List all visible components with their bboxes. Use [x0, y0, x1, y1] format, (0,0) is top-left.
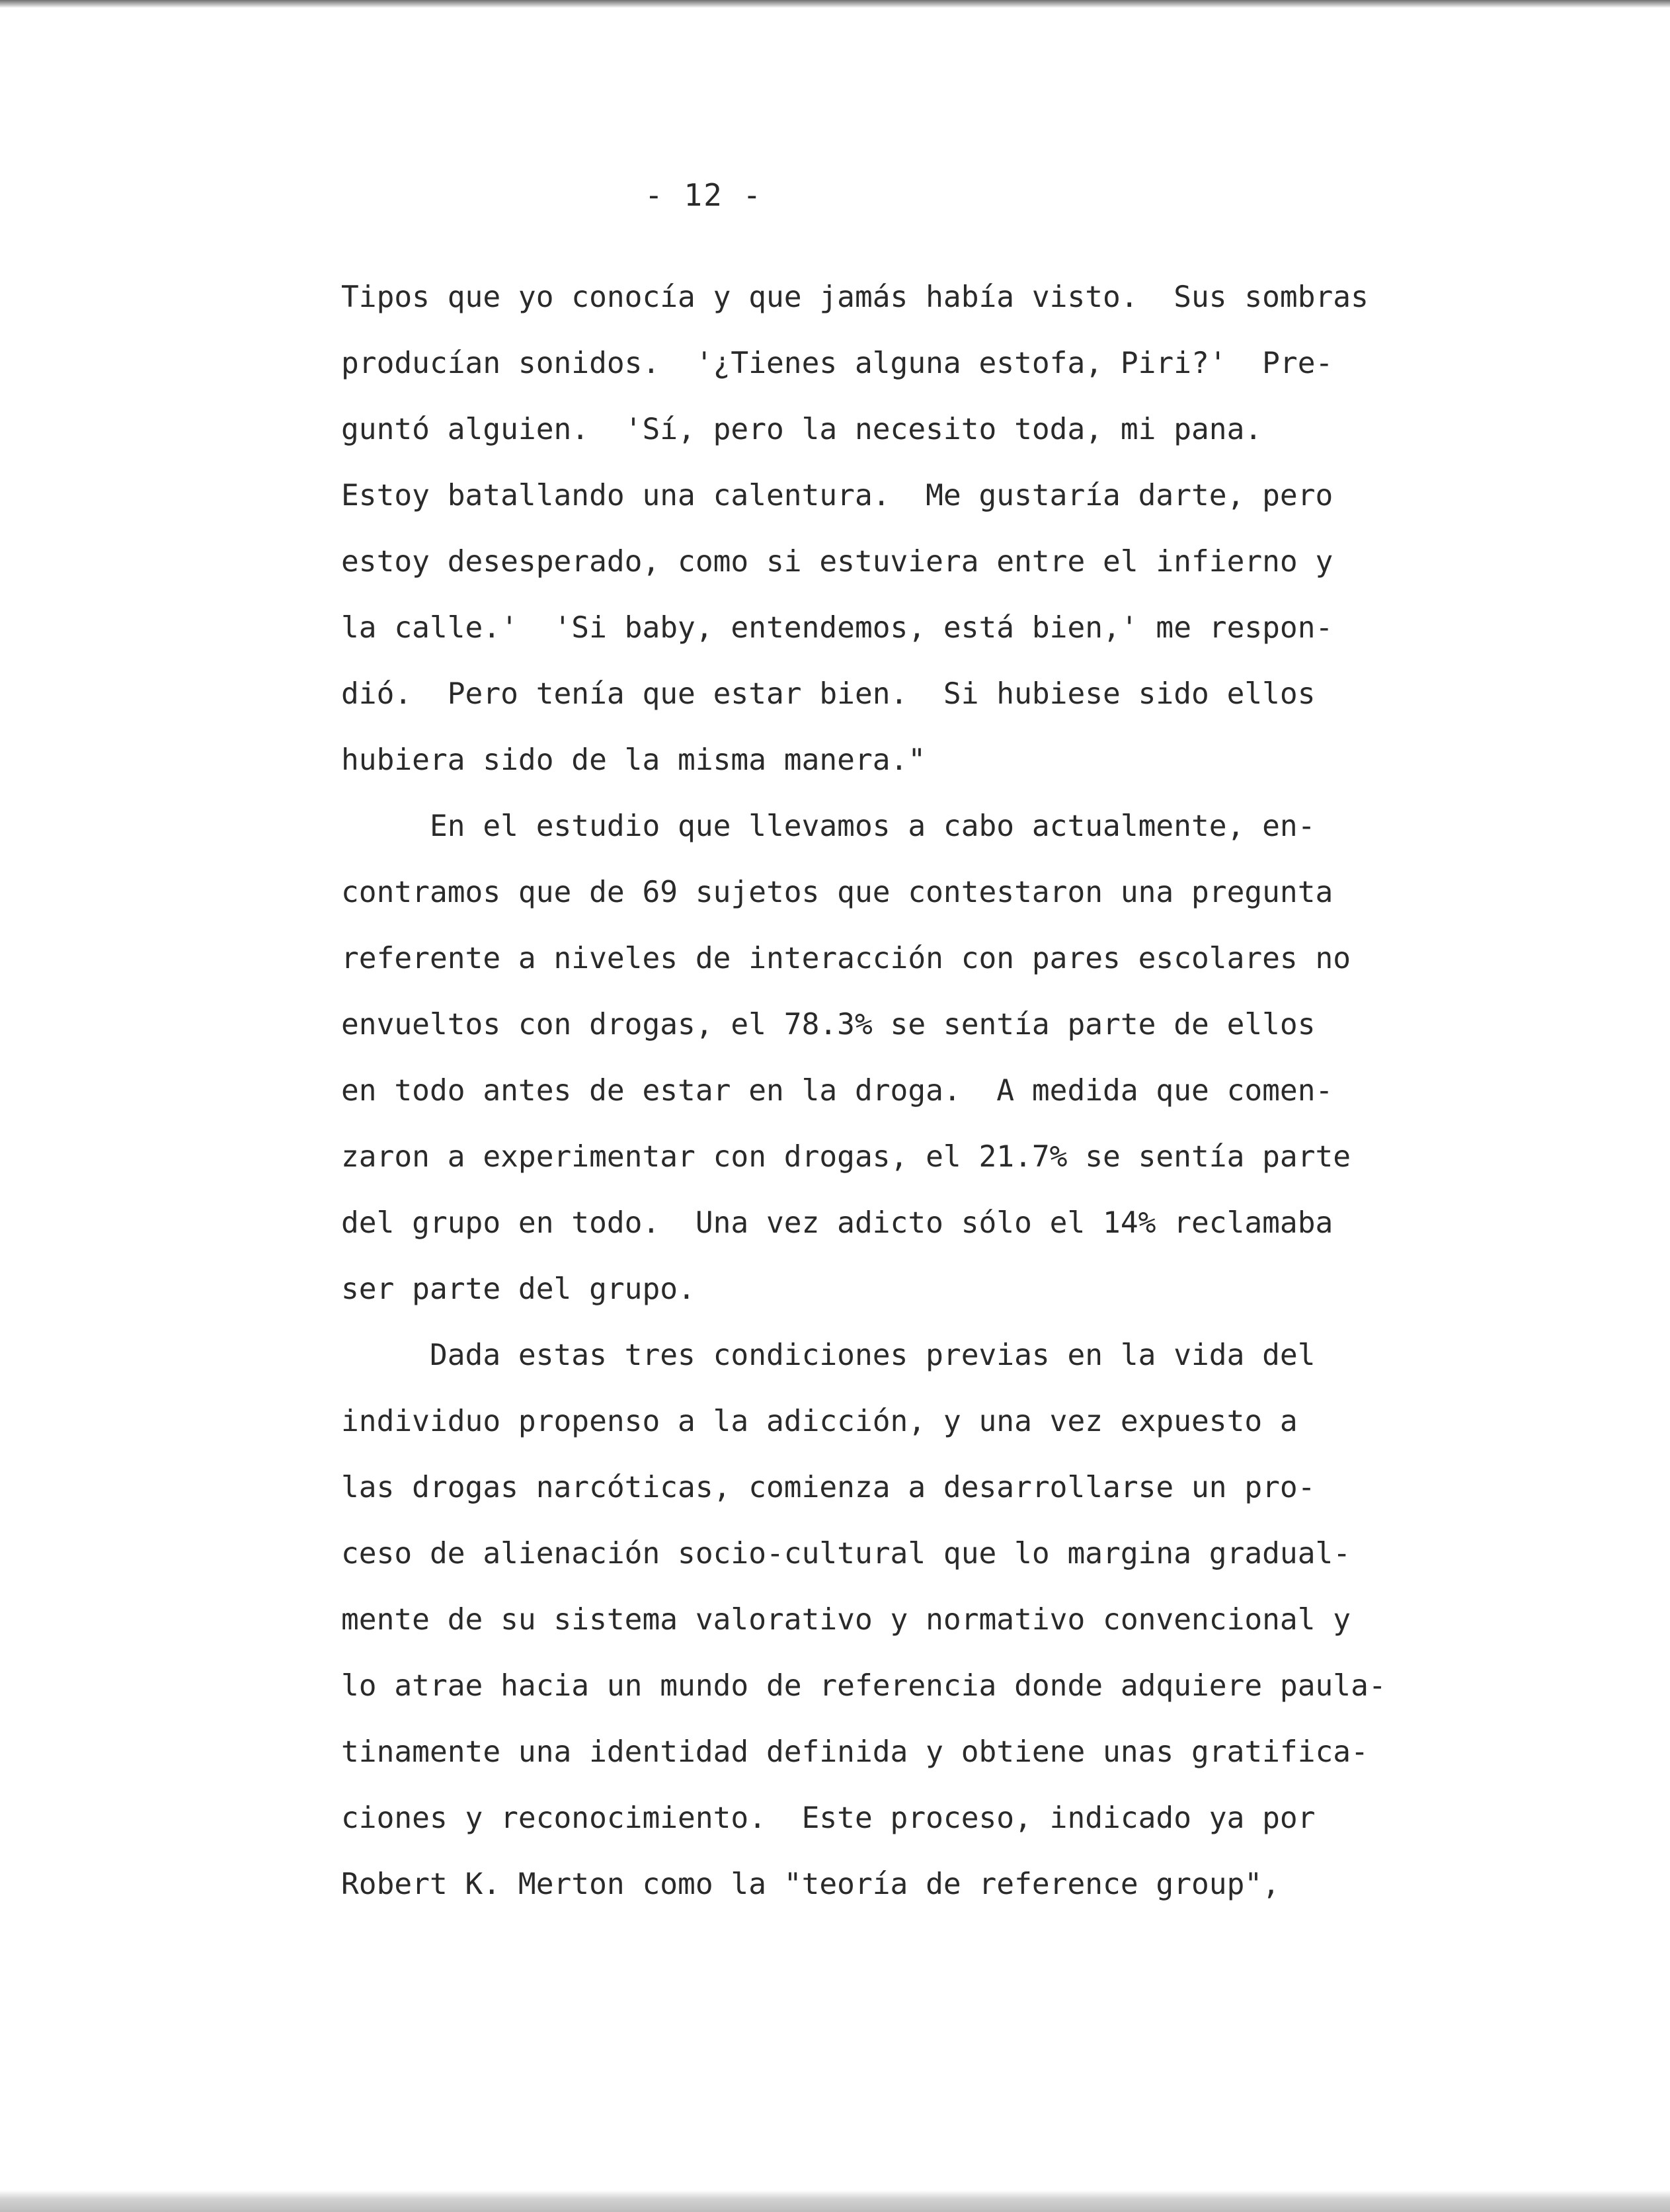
- text-line: tinamente una identidad definida y obtiene unas gratifica-: [341, 1735, 1369, 1769]
- text-line: Dada estas tres condiciones previas en la vida del: [341, 1338, 1316, 1372]
- text-line: Robert K. Merton como la "teoría de reference group",: [341, 1867, 1280, 1901]
- page-number: - 12 -: [645, 177, 763, 213]
- text-line: estoy desesperado, como si estuviera entre el infierno y: [341, 545, 1333, 579]
- text-line: individuo propenso a la adicción, y una vez expuesto a: [341, 1405, 1298, 1438]
- text-line: hubiera sido de la misma manera.": [341, 743, 926, 777]
- text-line: producían sonidos. '¿Tienes alguna estofa, Piri?' Pre-: [341, 347, 1333, 380]
- text-line: ceso de alienación socio-cultural que lo margina gradual-: [341, 1537, 1351, 1571]
- text-line: contramos que de 69 sujetos que contestaron una pregunta: [341, 876, 1333, 909]
- text-line: referente a niveles de interacción con pares escolares no: [341, 942, 1351, 975]
- text-line: zaron a experimentar con drogas, el 21.7% se sentía parte: [341, 1140, 1351, 1174]
- text-line: Estoy batallando una calentura. Me gustaría darte, pero: [341, 479, 1333, 512]
- scan-top-border: [0, 0, 1670, 8]
- text-line: lo atrae hacia un mundo de referencia donde adquiere paula-: [341, 1669, 1386, 1703]
- text-line: guntó alguien. 'Sí, pero la necesito toda, mi pana.: [341, 413, 1263, 446]
- text-line: envueltos con drogas, el 78.3% se sentía parte de ellos: [341, 1008, 1316, 1042]
- scan-bottom-border: [0, 2190, 1670, 2212]
- text-line: la calle.' 'Si baby, entendemos, está bien,' me respon-: [341, 611, 1333, 645]
- text-line: ciones y reconocimiento. Este proceso, indicado ya por: [341, 1801, 1316, 1835]
- text-line: en todo antes de estar en la droga. A medida que comen-: [341, 1074, 1333, 1108]
- text-line: ser parte del grupo.: [341, 1272, 696, 1306]
- text-line: las drogas narcóticas, comienza a desarrollarse un pro-: [341, 1471, 1316, 1504]
- text-line: dió. Pero tenía que estar bien. Si hubiese sido ellos: [341, 677, 1316, 711]
- text-line: En el estudio que llevamos a cabo actualmente, en-: [341, 809, 1316, 843]
- text-line: Tipos que yo conocía y que jamás había visto. Sus sombras: [341, 280, 1369, 314]
- text-line: del grupo en todo. Una vez adicto sólo el 14% reclamaba: [341, 1206, 1333, 1240]
- text-line: mente de su sistema valorativo y normativo convencional y: [341, 1603, 1351, 1637]
